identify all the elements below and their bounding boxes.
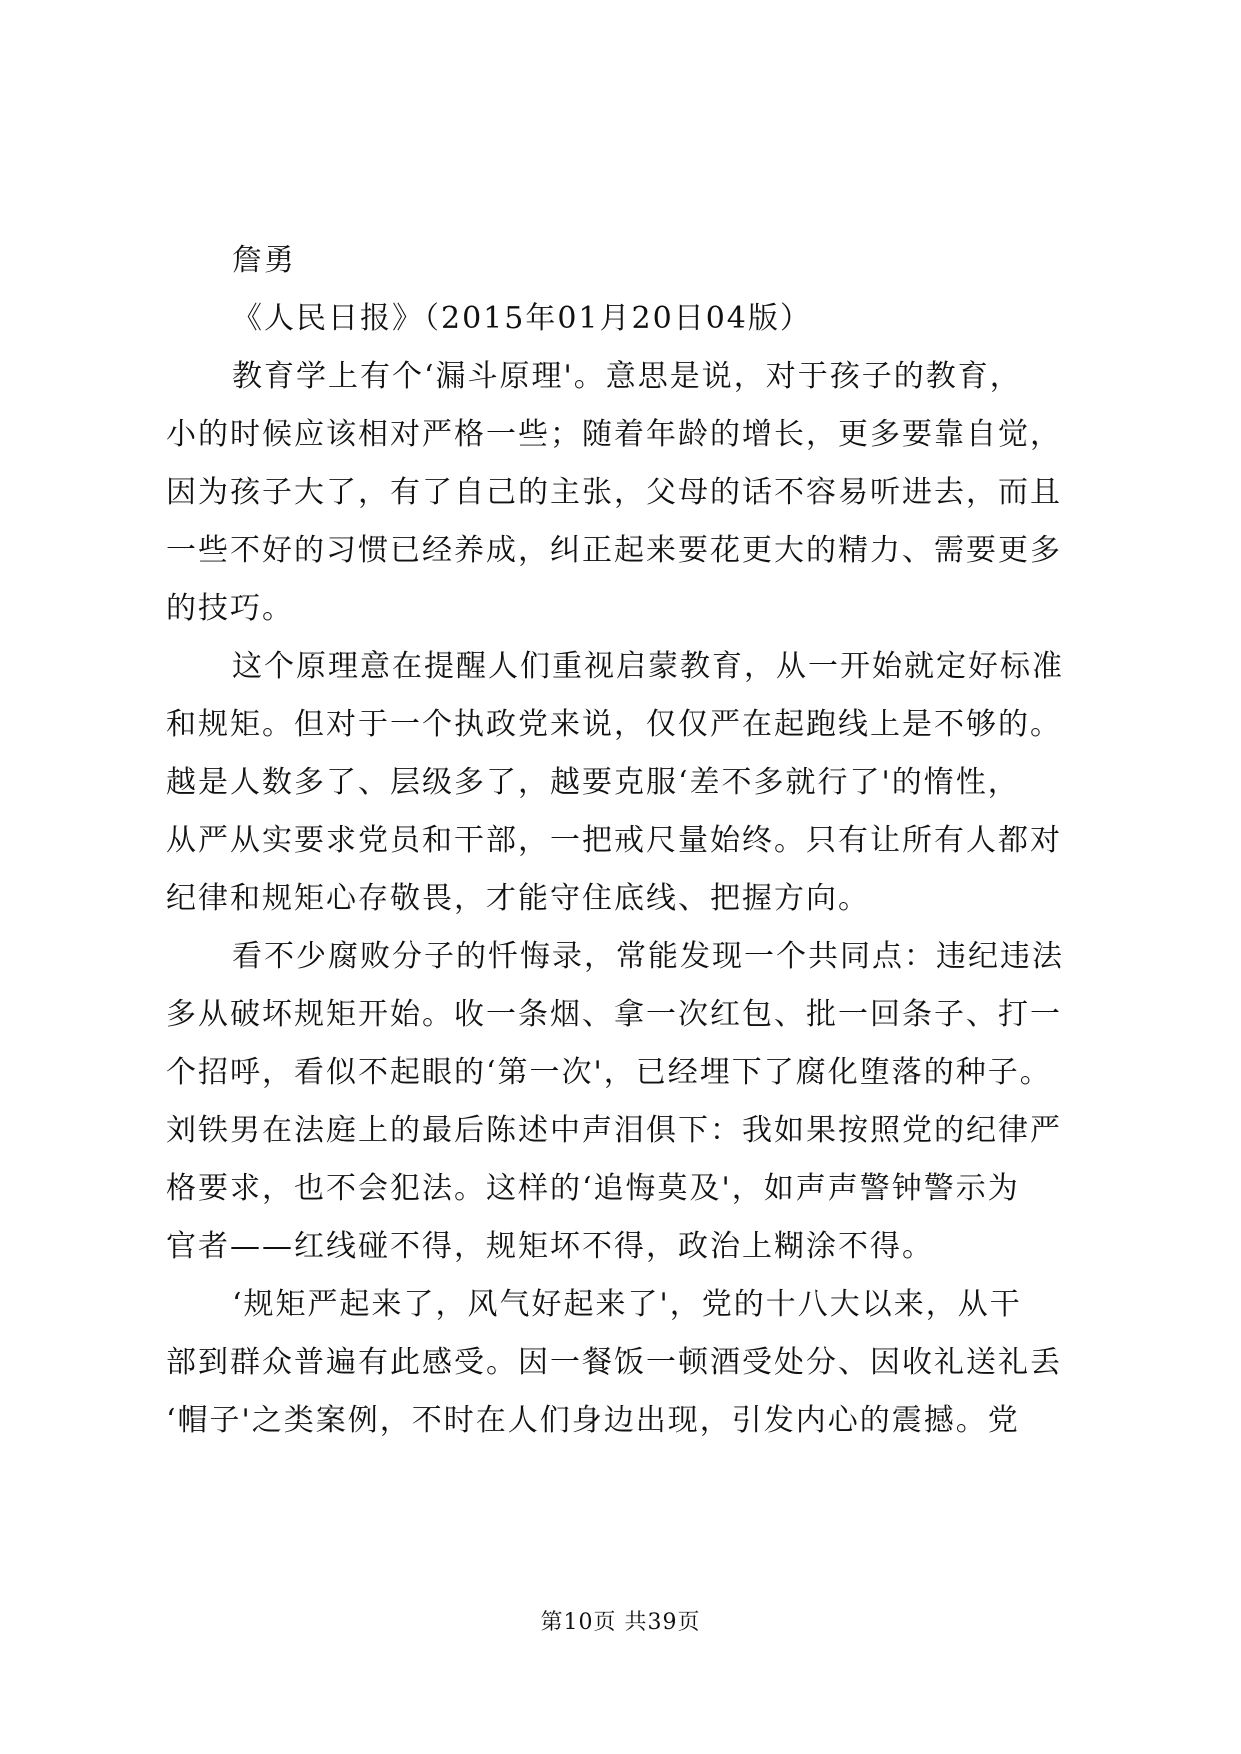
paragraph-line: 这个原理意在提醒人们重视启蒙教育，从一开始就定好标准	[232, 649, 1064, 684]
page-number-footer: 第10页 共39页	[540, 1610, 701, 1635]
paragraph-line: 因为孩子大了，有了自己的主张，父母的话不容易听进去，而且	[166, 475, 1062, 510]
paragraph-line: 从严从实要求党员和干部，一把戒尺量始终。只有让所有人都对	[166, 823, 1062, 858]
paragraph-line: 教育学上有个‘漏斗原理'。意思是说，对于孩子的教育，	[232, 359, 1022, 394]
paragraph-line: 一些不好的习惯已经养成，纠正起来要花更大的精力、需要更多	[166, 533, 1062, 568]
paragraph-line: 和规矩。但对于一个执政党来说，仅仅严在起跑线上是不够的。	[166, 707, 1062, 742]
paragraph-line: ‘帽子'之类案例，不时在人们身边出现，引发内心的震撼。党	[166, 1403, 1020, 1438]
paragraph-line: 的技巧。	[166, 591, 294, 626]
paragraph-line: 官者——红线碰不得，规矩坏不得，政治上糊涂不得。	[166, 1229, 934, 1264]
paragraph-line: 个招呼，看似不起眼的‘第一次'，已经埋下了腐化堕落的种子。	[166, 1055, 1052, 1090]
paragraph-line: ‘规矩严起来了，风气好起来了'，党的十八大以来，从干	[232, 1287, 1022, 1322]
paragraph-line: 格要求，也不会犯法。这样的‘追悔莫及'，如声声警钟警示为	[166, 1171, 1020, 1206]
paragraph-line: 看不少腐败分子的忏悔录，常能发现一个共同点：违纪违法	[232, 939, 1064, 974]
paragraph-line: 部到群众普遍有此感受。因一餐饭一顿酒受处分、因收礼送礼丢	[166, 1345, 1062, 1380]
article-body	[166, 232, 1088, 1450]
paragraph-line: 刘铁男在法庭上的最后陈述中声泪俱下：我如果按照党的纪律严	[166, 1113, 1062, 1148]
paragraph-line: 多从破坏规矩开始。收一条烟、拿一次红包、批一回条子、打一	[166, 997, 1062, 1032]
article-source: 《人民日报》（2015年01月20日04版）	[232, 301, 812, 336]
paragraph-line: 纪律和规矩心存敬畏，才能守住底线、把握方向。	[166, 881, 870, 916]
paragraph-2	[166, 638, 1088, 928]
paragraph-line: 小的时候应该相对严格一些；随着年龄的增长，更多要靠自觉，	[166, 417, 1062, 452]
paragraph-3	[166, 928, 1088, 1276]
paragraph-4	[166, 1276, 1088, 1450]
paragraph-line: 越是人数多了、层级多了，越要克服‘差不多就行了'的惰性，	[166, 765, 1020, 800]
author-name: 詹勇	[232, 243, 296, 278]
paragraph-1	[166, 348, 1088, 638]
